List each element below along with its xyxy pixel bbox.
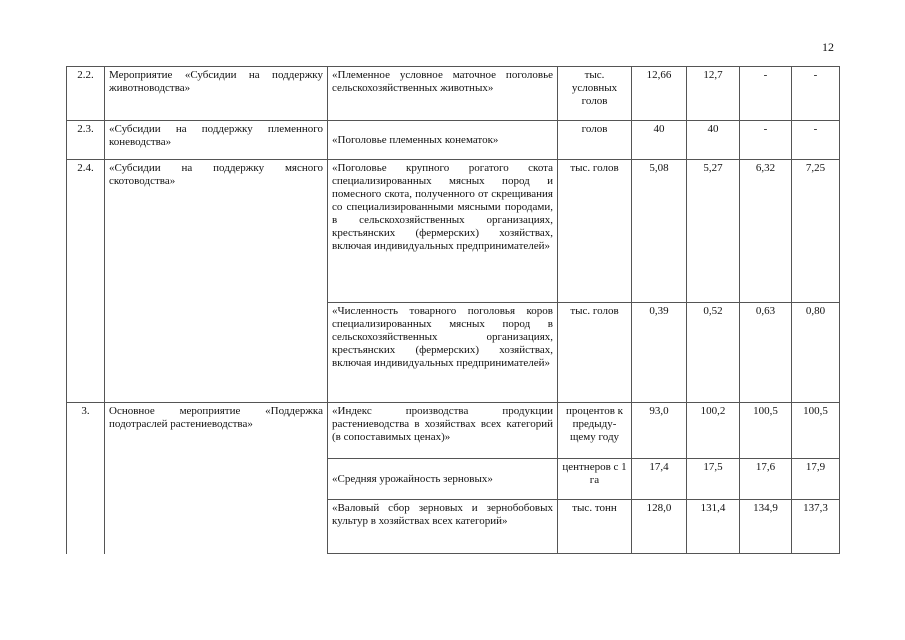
value-cell: 17,4 xyxy=(632,459,687,500)
value-cell: 128,0 xyxy=(632,500,687,554)
row-number: 2.2. xyxy=(67,67,105,121)
table-row xyxy=(67,160,840,303)
table-row xyxy=(67,67,840,121)
value-cell: 131,4 xyxy=(687,500,740,554)
unit-cell: центнеров с 1 га xyxy=(558,459,632,500)
event-name: Мероприятие «Субсидии на поддержку животноводства» xyxy=(105,67,328,121)
value-cell: 0,39 xyxy=(632,303,687,403)
indicator-name: «Средняя урожайность зерновых» xyxy=(328,459,558,500)
indicator-name: «Поголовье племенных конематок» xyxy=(328,121,558,160)
value-cell: 5,27 xyxy=(687,160,740,303)
value-cell: 5,08 xyxy=(632,160,687,303)
value-cell: 7,25 xyxy=(792,160,840,303)
table-row xyxy=(67,403,840,459)
event-name: «Субсидии на поддержку племенного коневодства» xyxy=(105,121,328,160)
value-cell: - xyxy=(740,67,792,121)
value-cell: 0,80 xyxy=(792,303,840,403)
value-cell: 0,52 xyxy=(687,303,740,403)
value-cell: 12,66 xyxy=(632,67,687,121)
event-name: «Субсидии на поддержку мясного скотоводства» xyxy=(105,160,328,403)
value-cell: 17,6 xyxy=(740,459,792,500)
value-cell: 6,32 xyxy=(740,160,792,303)
table-row xyxy=(67,121,840,160)
unit-cell: тыс. голов xyxy=(558,160,632,303)
value-cell: 12,7 xyxy=(687,67,740,121)
value-cell: - xyxy=(792,121,840,160)
value-cell: 40 xyxy=(632,121,687,160)
unit-cell: тыс. голов xyxy=(558,303,632,403)
event-name: Основное мероприятие «Поддержка подотраслей растениеводства» xyxy=(105,403,328,554)
value-cell: 100,5 xyxy=(740,403,792,459)
page-number: 12 xyxy=(822,40,834,54)
value-cell: 17,9 xyxy=(792,459,840,500)
value-cell: - xyxy=(792,67,840,121)
value-cell: - xyxy=(740,121,792,160)
row-number: 2.4. xyxy=(67,160,105,403)
value-cell: 40 xyxy=(687,121,740,160)
value-cell: 134,9 xyxy=(740,500,792,554)
indicator-name: «Индекс производства продукции растениеводства в хозяйствах всех категорий (в сопоставимых ценах)» xyxy=(328,403,558,459)
indicator-name: «Валовый сбор зерновых и зернобобовых культур в хозяйствах всех категорий» xyxy=(328,500,558,554)
indicator-name: «Племенное условное маточное поголовье сельскохозяйственных животных» xyxy=(328,67,558,121)
value-cell: 0,63 xyxy=(740,303,792,403)
row-number: 2.3. xyxy=(67,121,105,160)
unit-cell: тыс. условных голов xyxy=(558,67,632,121)
unit-cell: тыс. тонн xyxy=(558,500,632,554)
value-cell: 100,2 xyxy=(687,403,740,459)
value-cell: 100,5 xyxy=(792,403,840,459)
value-cell: 17,5 xyxy=(687,459,740,500)
indicators-table xyxy=(66,66,840,554)
indicator-name: «Поголовье крупного рогатого скота специализированных мясных пород и помесного скота, полученного от скрещивания со специализированными мясными породами, в сельскохозяйственных организациях, крестьянских (фермерских) хозяйствах, включая индивидуальных предпринимателей» xyxy=(328,160,558,303)
value-cell: 93,0 xyxy=(632,403,687,459)
unit-cell: процентов к предыду-щему году xyxy=(558,403,632,459)
row-number: 3. xyxy=(67,403,105,554)
unit-cell: голов xyxy=(558,121,632,160)
value-cell: 137,3 xyxy=(792,500,840,554)
indicator-name: «Численность товарного поголовья коров специализированных мясных пород в сельскохозяйственных организациях, крестьянских (фермерских) хозяйствах, включая индивидуальных предпринимателей» xyxy=(328,303,558,403)
